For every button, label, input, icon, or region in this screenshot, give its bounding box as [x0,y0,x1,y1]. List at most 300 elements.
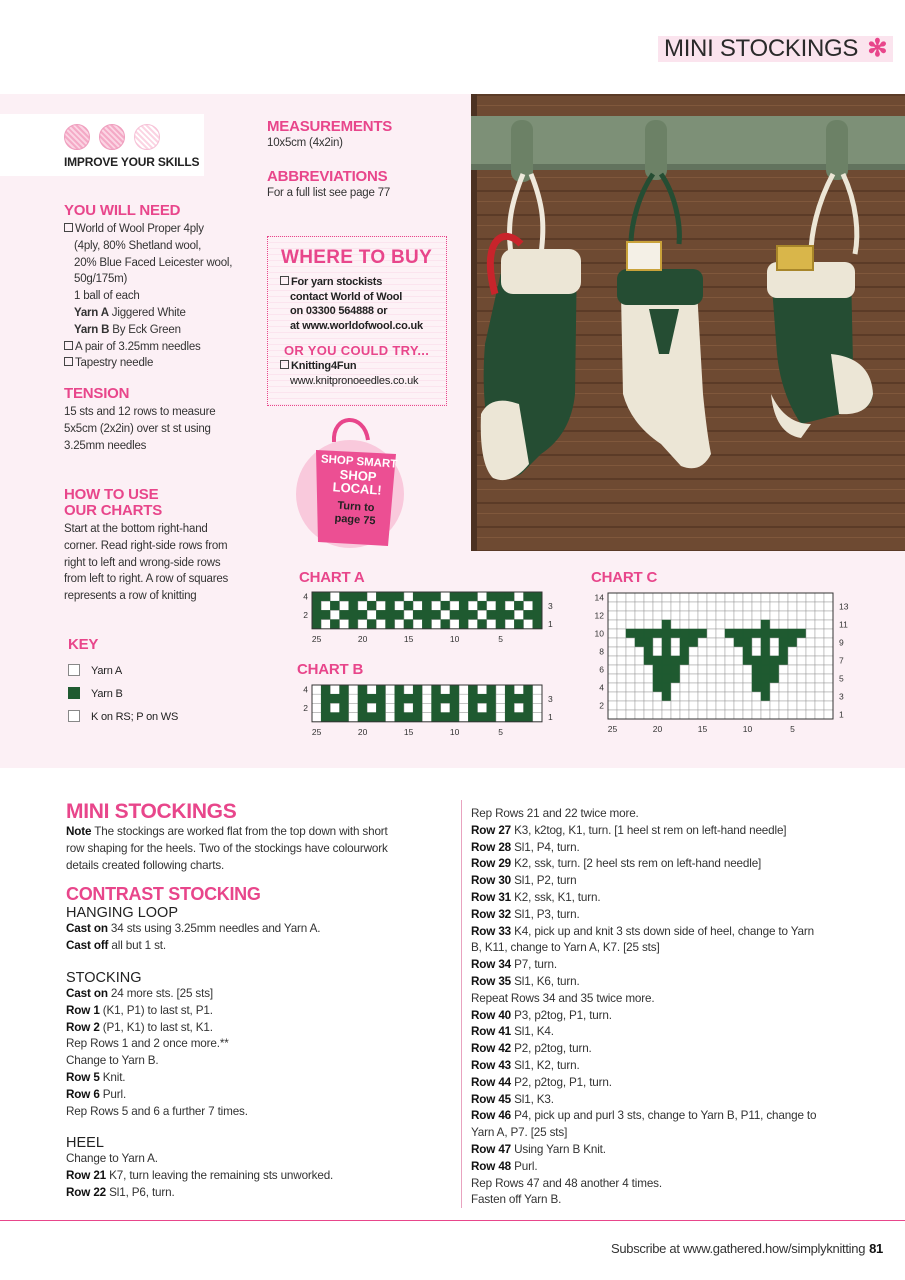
yarn-a-stitch [321,620,330,629]
yarn-a-stitch [608,683,617,692]
yarn-a-stitch [635,701,644,710]
instruction-row: Fasten off Yarn B. [471,1193,562,1207]
yarn-a-stitch [788,593,797,602]
yarn-b-stitch [340,592,349,601]
yarn-a-stitch [806,656,815,665]
yarn-a-stitch [653,638,662,647]
yarn-b-stitch [761,656,770,665]
yarn-a-stitch [626,656,635,665]
yarn-b-stitch [478,620,487,629]
yarn-a-stitch [752,593,761,602]
yarn-a-stitch [698,656,707,665]
tension-section [64,386,264,454]
yarn-a-stitch [635,602,644,611]
how-to-text: Start at the bottom right-hand [64,523,208,535]
yarn-a-stitch [626,674,635,683]
page-title-text: MINI STOCKINGS [664,35,859,62]
yarn-a-stitch [797,683,806,692]
yarn-b-stitch [752,683,761,692]
yarn-b-stitch [376,610,385,619]
yarn-b-stitch [533,620,542,629]
chart-a-title: CHART A [299,569,365,586]
yarn-b-stitch [761,647,770,656]
yarn-a-stitch [806,692,815,701]
yarn-b-stitch [662,656,671,665]
x-tick-label: 15 [403,726,414,737]
yarn-b-stitch [524,592,533,601]
yarn-b-stitch [653,665,662,674]
yarn-a-stitch [824,620,833,629]
row-label: 3 [839,691,844,702]
yarn-a-stitch [707,602,716,611]
row-label: 1 [548,712,553,723]
alternative-heading: OR YOU COULD TRY... [284,343,430,358]
list-item: Tapestry needle [64,355,264,372]
column-divider [461,800,462,1208]
instruction-row: Row 35 Sl1, K6, turn. [471,974,580,988]
yarn-b-stitch [533,610,542,619]
yarn-a-stitch [478,685,487,694]
yarn-b-stitch [404,694,413,703]
yarn-b-stitch [743,647,752,656]
yarn-a-stitch [330,592,339,601]
yarn-b-stitch [413,592,422,601]
yarn-b-stitch [468,685,477,694]
yarn-a-stitch [788,611,797,620]
yarn-b-stitch [662,692,671,701]
yarn-a-stitch [671,647,680,656]
yarn-a-stitch [761,602,770,611]
yarn-a-stitch [514,703,523,712]
yarn-b-stitch [340,713,349,722]
yarn-a-stitch [824,683,833,692]
instruction-row: Rep Rows 21 and 22 twice more. [471,807,639,820]
x-tick-label: 10 [742,724,753,734]
yarn-b-stitch [395,694,404,703]
yarn-b-stitch [413,610,422,619]
yarn-b-stitch [496,601,505,610]
yarn-a-stitch [788,647,797,656]
yarn-a-stitch [680,593,689,602]
yarn-a-stitch [349,685,358,694]
how-to-text: from left to right. A row of squares [64,573,229,586]
yarn-a-stitch [716,602,725,611]
yarn-b-stitch [386,620,395,629]
yarn-a-stitch [824,701,833,710]
key-heading: KEY [68,636,99,653]
yarn-b-stitch [788,629,797,638]
yarn-a-stitch [671,620,680,629]
yarn-a-stitch [770,638,779,647]
yarn-b-stitch [496,592,505,601]
yarn-a-stitch [487,620,496,629]
yarn-b-stitch [671,656,680,665]
yarn-a-stitch [725,701,734,710]
yarn-a-stitch [671,602,680,611]
yarn-b-stitch [662,629,671,638]
yarn-a-stitch [653,593,662,602]
yarn-a-stitch [815,701,824,710]
yarn-a-stitch [725,620,734,629]
where-to-buy-heading: WHERE TO BUY [281,247,433,268]
yarn-a-stitch [617,701,626,710]
yarn-a-stitch [505,620,514,629]
yarn-b-stitch [478,713,487,722]
yarn-a-stitch [689,674,698,683]
yarn-a-stitch [806,629,815,638]
yarn-b-stitch [752,674,761,683]
yarn-a-stitch [707,593,716,602]
yarn-a-stitch [743,611,752,620]
yarn-b-stitch [524,694,533,703]
yarn-a-stitch [752,647,761,656]
yarn-a-stitch [806,701,815,710]
yarn-a-stitch [689,593,698,602]
x-tick-label: 10 [449,726,460,737]
yarn-a-stitch [367,610,376,619]
yarn-a-stitch [806,710,815,719]
row-label: 8 [599,646,604,657]
instruction-row: Row 44 P2, p2tog, P1, turn. [471,1075,612,1089]
yarn-a-stitch [824,593,833,602]
yarn-b-stitch [644,656,653,665]
yarn-a-stitch [716,701,725,710]
yarn-a-stitch [626,593,635,602]
yarn-a-stitch [617,629,626,638]
yarn-a-stitch [707,701,716,710]
yarn-b-stitch [404,620,413,629]
yarn-b-stitch [386,610,395,619]
knit-purl-swatch [68,710,80,722]
instruction-row: Repeat Rows 34 and 35 twice more. [471,991,655,1005]
yarn-a-stitch [653,701,662,710]
yarn-a-stitch [815,710,824,719]
yarn-a-stitch [386,703,395,712]
yarn-a-stitch [707,629,716,638]
yarn-a-stitch [376,601,385,610]
yarn-a-stitch [533,685,542,694]
yarn-b-stitch [514,694,523,703]
list-item-text: 20% Blue Faced Leicester wool, [74,256,233,269]
yarn-a-stitch [797,674,806,683]
yarn-a-stitch [617,683,626,692]
yarn-a-stitch [496,694,505,703]
instruction-row: Row 48 Purl. [471,1159,538,1173]
yarn-a-stitch [608,710,617,719]
instruction-row: Rep Rows 5 and 6 a further 7 times. [66,1104,248,1118]
yarn-a-stitch [716,674,725,683]
yarn-b-stitch [321,685,330,694]
yarn-b-stitch [459,601,468,610]
yarn-a-stitch [806,593,815,602]
yarn-a-stitch [671,683,680,692]
yarn-a-stitch [524,620,533,629]
yarn-a-stitch [698,674,707,683]
yarn-b-stitch [635,629,644,638]
yarn-a-stitch [496,713,505,722]
yarn-b-stitch [321,703,330,712]
x-tick-label: 15 [697,724,708,734]
yarn-a-stitch [716,611,725,620]
yarn-a-stitch [349,713,358,722]
yarn-a-stitch [662,701,671,710]
yarn-b-stitch [376,694,385,703]
yarn-a-stitch [725,602,734,611]
alternative-name: Knitting4Fun [280,359,445,374]
yarn-a-stitch [824,665,833,674]
yarn-a-stitch [752,638,761,647]
yarn-b-stitch [450,703,459,712]
yarn-b-stitch [524,713,533,722]
yarn-a-stitch [707,638,716,647]
yarn-b-stitch [662,647,671,656]
yarn-a-stitch [806,611,815,620]
yarn-a-stitch [815,647,824,656]
yarn-a-stitch [806,674,815,683]
yarn-a-stitch [815,665,824,674]
yarn-a-stitch [734,647,743,656]
yarn-b-stitch [441,601,450,610]
yarn-a-stitch [788,683,797,692]
badge-line: page 75 [334,512,376,528]
yarn-b-stitch [478,694,487,703]
yarn-a-stitch [689,602,698,611]
yarn-a-stitch [608,620,617,629]
yarn-b-stitch [644,638,653,647]
chart-c-title: CHART C [591,569,658,586]
row-label: 6 [599,664,604,675]
instruction-row: Rep Rows 1 and 2 once more.** [66,1037,229,1051]
yarn-a-stitch [459,713,468,722]
yarn-b-stitch [505,694,514,703]
yarn-b-stitch [644,647,653,656]
yarn-a-stitch [395,620,404,629]
yarn-a-stitch [680,683,689,692]
yarn-a-stitch [743,701,752,710]
instruction-row: Row 42 P2, p2tog, turn. [471,1042,592,1056]
yarn-a-stitch [824,638,833,647]
yarn-b-stitch [505,713,514,722]
yarn-a-stitch [671,593,680,602]
yarn-a-stitch [441,703,450,712]
yarn-a-stitch [725,611,734,620]
section-heading: MEASUREMENTS [267,118,393,135]
yarn-b-stitch [662,620,671,629]
yarn-b-stitch [358,694,367,703]
yarn-a-stitch [734,710,743,719]
yarn-a-stitch [450,601,459,610]
yarn-b-stitch [395,685,404,694]
yarn-a-stitch [725,710,734,719]
yarn-b-stitch [761,620,770,629]
chart-b-title: CHART B [297,661,364,678]
yarn-a-stitch [779,692,788,701]
yarn-a-stitch [725,638,734,647]
yarn-a-stitch [716,593,725,602]
yarn-b-stitch [680,638,689,647]
instruction-row: Row 6 Purl. [66,1087,127,1101]
yarn-b-stitch [432,713,441,722]
yarn-a-stitch [743,602,752,611]
checkbox-icon [280,360,289,369]
yarn-a-stitch [698,683,707,692]
yarn-a-stitch [716,638,725,647]
yarn-a-stitch [698,701,707,710]
yarn-a-stitch [608,629,617,638]
yarn-a-stitch [824,602,833,611]
yarn-a-stitch [734,665,743,674]
yarn-a-stitch [824,611,833,620]
yarn-b-stitch [468,610,477,619]
yarn-b-stitch [358,703,367,712]
row-label: 2 [599,700,604,711]
yarn-a-stitch [815,638,824,647]
yarn-a-stitch [806,602,815,611]
heel-instructions [66,1151,451,1201]
yarn-a-stitch [644,701,653,710]
yarn-a-stitch [662,602,671,611]
yarn-b-stitch [422,592,431,601]
yarn-a-stitch [422,694,431,703]
x-tick-label: 5 [498,633,503,644]
yarn-a-stitch [725,665,734,674]
instruction-row: Rep Rows 47 and 48 another 4 times. [471,1176,662,1190]
yarn-a-stitch [404,703,413,712]
yarn-a-stitch [815,683,824,692]
yarn-a-stitch [635,620,644,629]
yarn-a-stitch [689,656,698,665]
yarn-ball-icon [99,124,125,150]
row-label: 11 [839,619,848,630]
x-tick-label: 15 [403,633,414,644]
yarn-a-stitch [788,602,797,611]
yarn-a-stitch [617,638,626,647]
yarn-a-stitch [716,665,725,674]
stockist-phone: on 03300 564888 or [290,305,388,317]
yarn-a-stitch [734,701,743,710]
key-label: K on RS; P on WS [91,711,179,723]
yarn-b-stitch [367,620,376,629]
x-tick-label: 20 [357,633,368,644]
yarn-a-stitch [815,629,824,638]
yarn-b-stitch [459,620,468,629]
yarn-a-stitch [312,685,321,694]
yarn-a-stitch [608,701,617,710]
yarn-b-stitch [422,610,431,619]
yarn-b-stitch [349,601,358,610]
yarn-a-stitch [815,692,824,701]
yarn-a-stitch [468,601,477,610]
yarn-b-stitch [662,665,671,674]
yarn-b-stitch [514,713,523,722]
yarn-a-stitch [321,601,330,610]
yarn-a-stitch [608,602,617,611]
page-title [658,36,893,62]
yarn-b-stitch [404,713,413,722]
yarn-b-stitch [487,592,496,601]
yarn-a-stitch [689,647,698,656]
yarn-a-stitch [644,602,653,611]
yarn-b-stitch [734,629,743,638]
yarn-a-stitch [725,656,734,665]
yarn-a-stitch [635,647,644,656]
yarn-b-stitch [330,620,339,629]
abbreviations-value: For a full list see page 77 [267,187,391,199]
yarn-a-stitch [617,674,626,683]
yarn-a-stitch [349,694,358,703]
yarn-a-stitch [797,620,806,629]
chart-b [294,681,564,743]
yarn-a-stitch [340,620,349,629]
footer [611,1241,883,1256]
yarn-b-stitch [432,592,441,601]
yarn-b-stitch [312,610,321,619]
yarn-a-stitch [797,611,806,620]
yarn-a-stitch [824,692,833,701]
yarn-b-stitch [330,601,339,610]
yarn-b-stitch [496,620,505,629]
how-to-text: right to left and wrong-side rows [64,556,221,569]
instruction-row: Row 41 Sl1, K4. [471,1025,554,1039]
yarn-a-stitch [432,601,441,610]
chart-key [68,637,258,737]
yarn-a-stitch [779,593,788,602]
yarn-b-stitch [367,694,376,703]
yarn-b-stitch [734,638,743,647]
pattern-note: Note The stockings are worked flat from the top down with short row shaping for the heels. Two of the stockings have colourwork details created following charts. [66,825,388,872]
yarn-a-stitch [815,620,824,629]
yarn-a-stitch [788,710,797,719]
yarn-a-stitch [743,692,752,701]
yarn-a-stitch [680,620,689,629]
yarn-a-stitch [422,703,431,712]
yarn-a-stitch [617,665,626,674]
yarn-b-stitch [635,638,644,647]
yarn-a-stitch [653,710,662,719]
instruction-row: Cast on 34 sts using 3.25mm needles and Yarn A. [66,922,321,936]
x-tick-label: 5 [790,724,795,734]
yarn-a-stitch [698,593,707,602]
yarn-b-stitch [671,629,680,638]
yarn-b-stitch [689,629,698,638]
yarn-b-stitch [662,674,671,683]
yarn-b-swatch [68,687,80,699]
yarn-a-stitch [689,701,698,710]
yarn-a-stitch [698,665,707,674]
x-tick-label: 20 [652,724,663,734]
yarn-a-stitch [806,620,815,629]
yarn-a-stitch [386,713,395,722]
row-label: 1 [839,709,844,720]
yarn-a-stitch [413,601,422,610]
list-item-text: 1 ball of each [74,290,140,303]
yarn-b-stitch [450,713,459,722]
yarn-a-stitch [716,647,725,656]
yarn-b-stitch [653,629,662,638]
yarn-a-line: Yarn A Jiggered White [74,306,186,319]
yarn-b-stitch [450,685,459,694]
yarn-a-stitch [404,610,413,619]
footer-rule [0,1220,905,1221]
yarn-a-stitch [478,610,487,619]
yarn-a-stitch [626,710,635,719]
yarn-a-stitch [752,692,761,701]
yarn-a-stitch [680,611,689,620]
yarn-b-stitch [441,713,450,722]
yarn-b-stitch [752,665,761,674]
yarn-a-stitch [788,674,797,683]
yarn-a-stitch [422,713,431,722]
